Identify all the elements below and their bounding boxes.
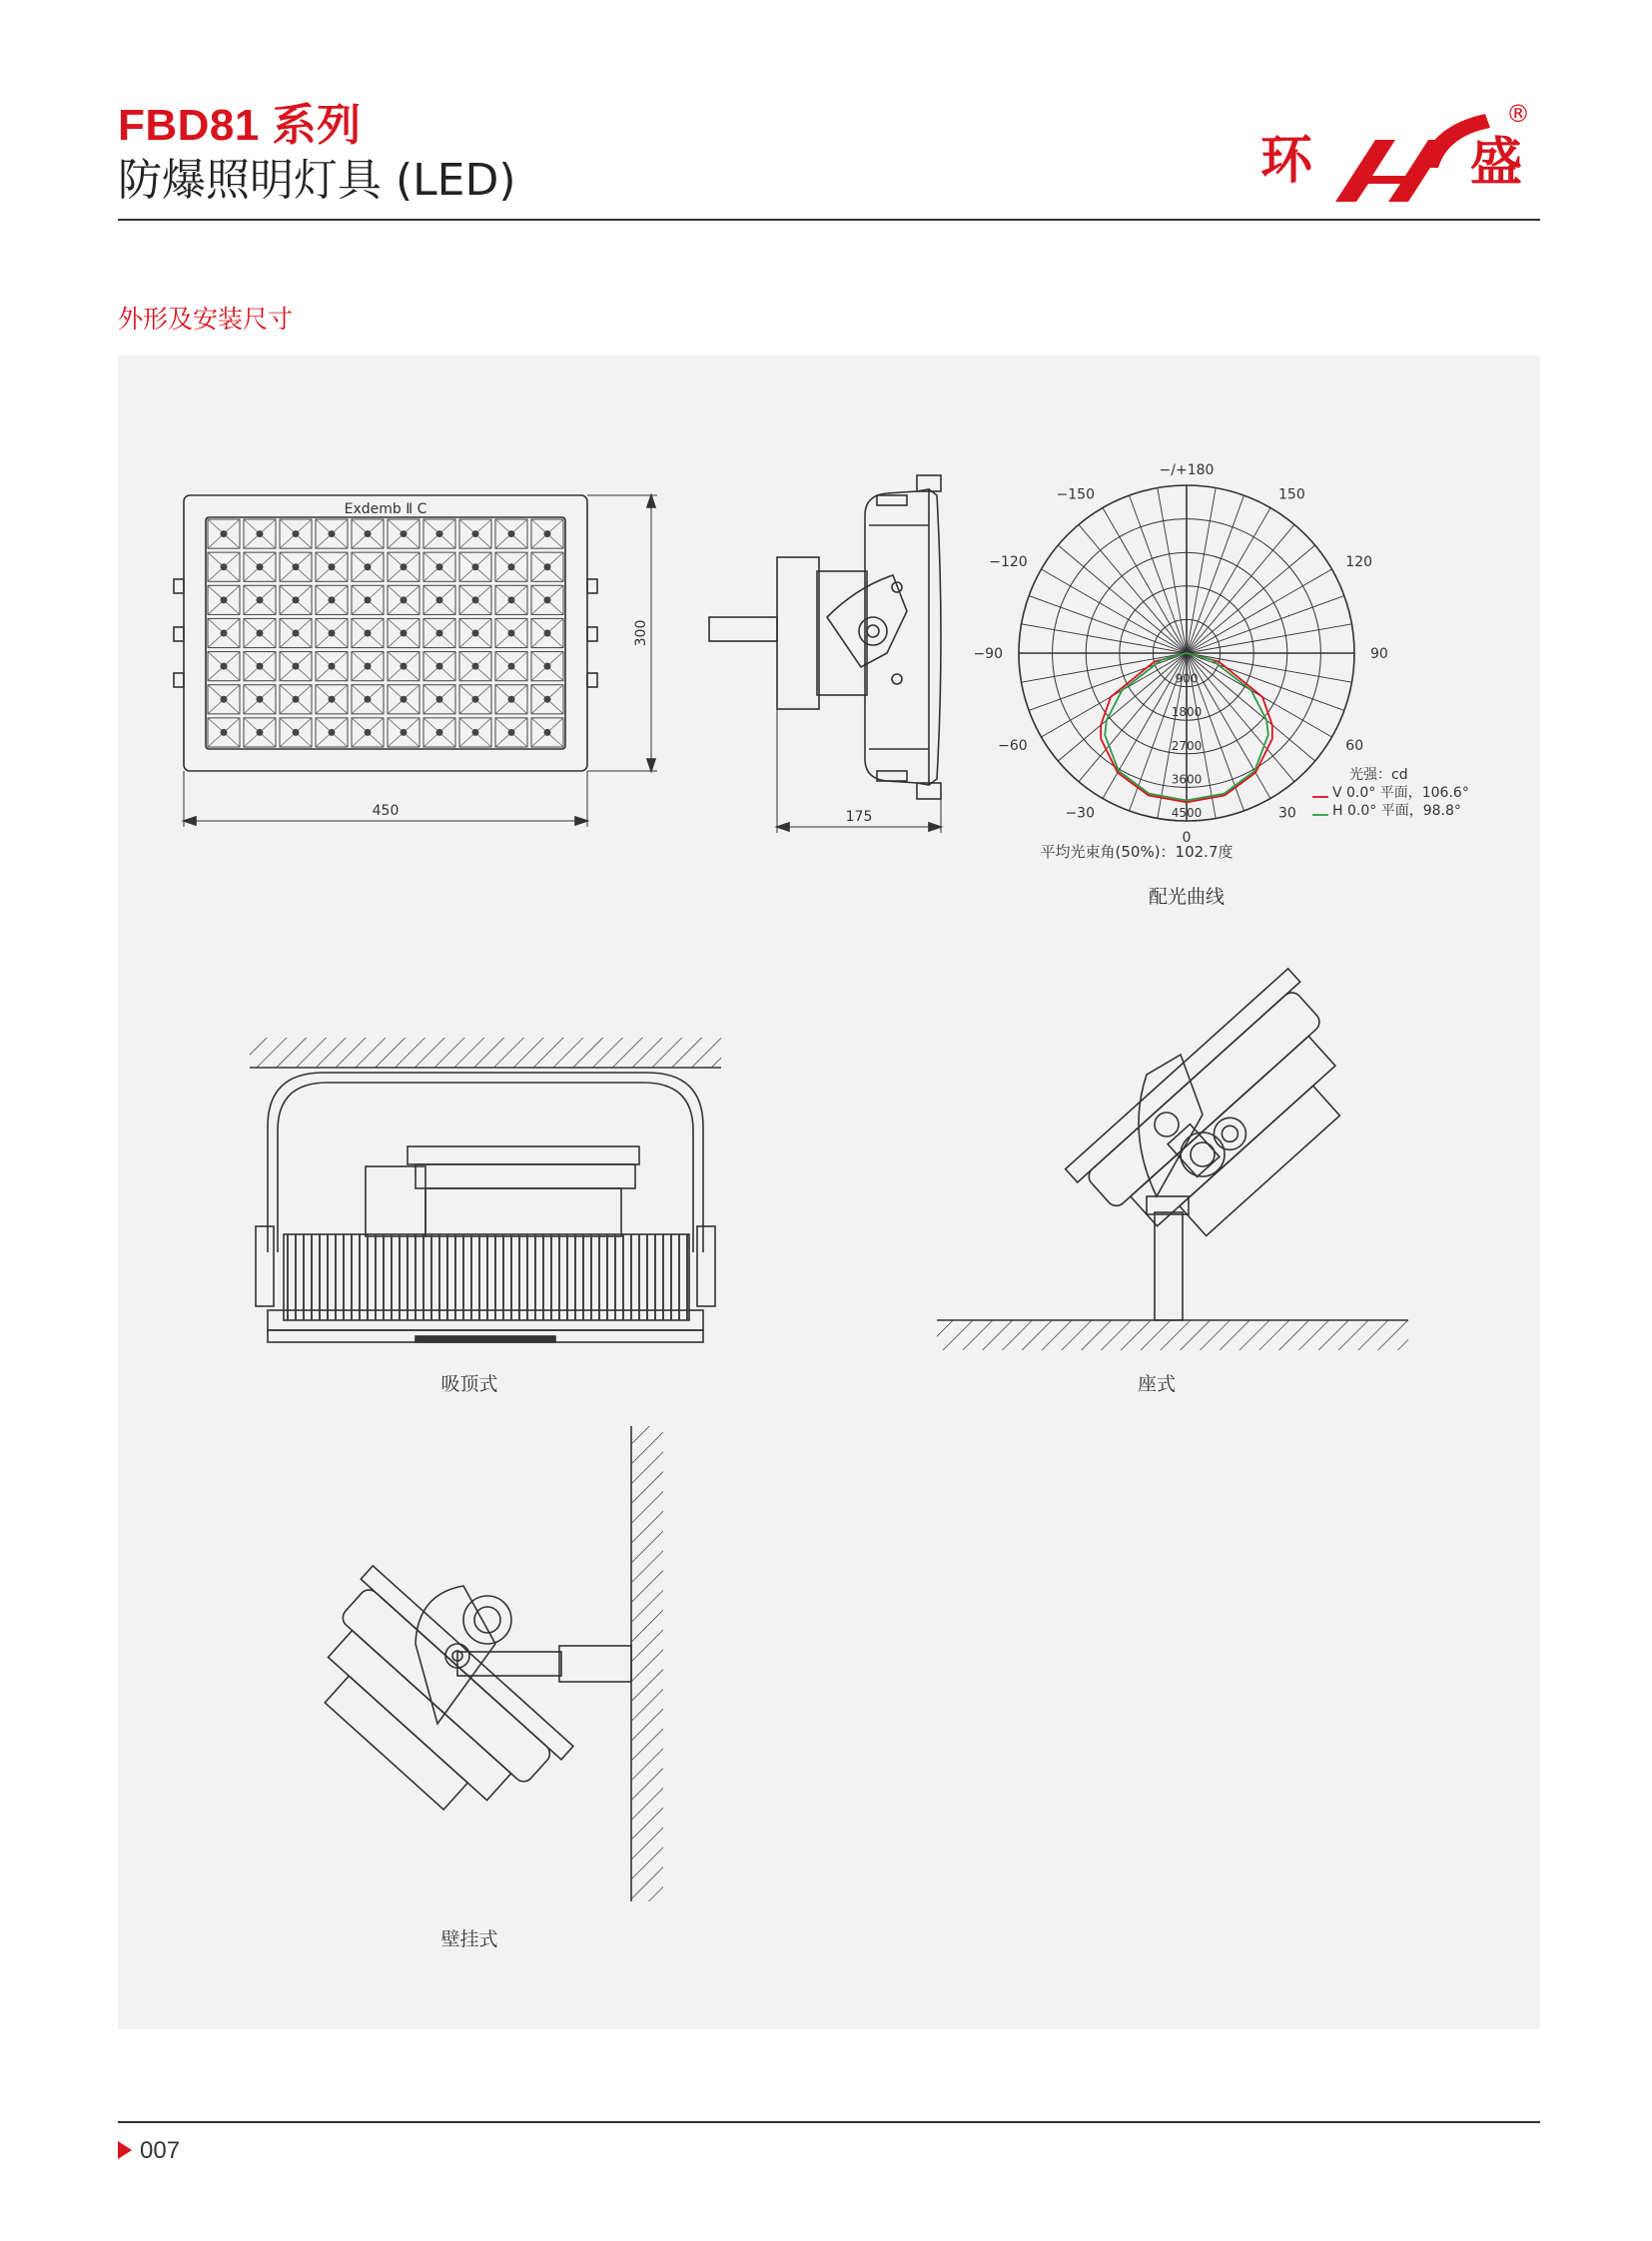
page-number [118, 2137, 180, 2165]
seat-mount-drawing [937, 969, 1408, 1350]
polar-angle-label: −120 [989, 554, 1028, 570]
led-lens [495, 685, 527, 714]
polar-chart [973, 462, 1387, 846]
led-lens [244, 685, 276, 714]
led-lens [388, 685, 419, 714]
led-lens [352, 618, 384, 647]
registered-mark: ® [1506, 100, 1530, 128]
led-lens [316, 519, 348, 548]
led-lens [531, 585, 563, 614]
series-title: FBD81 系列 [118, 101, 362, 150]
beam-angle-note: 平均光束角(50%)：102.7度 [1040, 843, 1234, 861]
led-lens [316, 652, 348, 681]
led-lens [208, 718, 240, 747]
seat-mount-caption: 座式 [1137, 1373, 1177, 1395]
led-lens [244, 585, 276, 614]
led-lens [423, 552, 455, 581]
led-lens [388, 652, 419, 681]
led-lens [352, 552, 384, 581]
wall-mount-drawing [284, 1426, 663, 1901]
led-lens [388, 718, 419, 747]
polar-angle-label: −/+180 [1159, 462, 1215, 478]
brand-char-left: 环 [1260, 131, 1313, 191]
led-lens [459, 618, 491, 647]
polar-angle-label: 120 [1345, 554, 1373, 570]
led-lens [316, 552, 348, 581]
led-lens [352, 652, 384, 681]
polar-angle-label: 90 [1370, 646, 1388, 662]
led-lens [244, 618, 276, 647]
led-lens [208, 519, 240, 548]
width-dimension: 450 [372, 803, 400, 819]
led-lens [459, 718, 491, 747]
led-lens [352, 519, 384, 548]
led-lens [388, 585, 419, 614]
section-title: 外形及安装尺寸 [118, 305, 294, 334]
led-lens [459, 585, 491, 614]
led-lens [423, 685, 455, 714]
led-lens [208, 685, 240, 714]
led-lens [459, 552, 491, 581]
led-lens [531, 519, 563, 548]
polar-angle-label: −60 [998, 738, 1028, 754]
led-lens [459, 685, 491, 714]
led-lens [495, 618, 527, 647]
polar-angle-label: 150 [1278, 486, 1305, 503]
led-lens [244, 652, 276, 681]
led-lens [208, 652, 240, 681]
led-lens [280, 519, 312, 548]
led-lens [280, 585, 312, 614]
led-lens [316, 618, 348, 647]
led-lens [244, 552, 276, 581]
legend-v: V 0.0° 平面，106.6° [1332, 785, 1469, 801]
polar-caption: 配光曲线 [1148, 886, 1226, 908]
led-lens [495, 585, 527, 614]
polar-radial-label: 3600 [1171, 772, 1203, 787]
side-view-drawing [709, 475, 941, 833]
led-lens [423, 618, 455, 647]
polar-angle-label: 60 [1345, 738, 1364, 754]
led-lens [531, 652, 563, 681]
led-lens [459, 519, 491, 548]
product-title: 防爆照明灯具 (LED) [118, 155, 516, 206]
led-lens [388, 618, 419, 647]
brand-emblem-hs [1335, 114, 1490, 202]
led-lens [495, 552, 527, 581]
polar-angle-label: −90 [973, 646, 1003, 662]
led-lens [388, 519, 419, 548]
led-lens [244, 718, 276, 747]
front-view-drawing [174, 495, 657, 827]
led-lens [423, 652, 455, 681]
led-lens [244, 519, 276, 548]
ceiling-mount-caption: 吸顶式 [440, 1373, 498, 1395]
led-lens [531, 718, 563, 747]
polar-radial-label: 4500 [1171, 806, 1203, 820]
led-lens [280, 618, 312, 647]
header-rule [118, 219, 1540, 221]
legend-title: 光强：cd [1349, 767, 1408, 783]
brand-logo [1260, 98, 1540, 218]
polar-angle-label: −30 [1065, 805, 1095, 822]
wall-mount-caption: 壁挂式 [440, 1928, 498, 1950]
footer-rule [118, 2121, 1540, 2123]
led-lens [423, 585, 455, 614]
led-lens [388, 552, 419, 581]
page-marker-icon [118, 2141, 132, 2159]
led-lens [531, 552, 563, 581]
depth-dimension: 175 [845, 809, 873, 825]
led-lens [316, 685, 348, 714]
polar-angle-label: −150 [1056, 486, 1095, 503]
ceiling-mount-drawing [250, 1038, 721, 1342]
led-lens [495, 652, 527, 681]
polar-angle-label: 30 [1278, 805, 1296, 822]
led-lens [280, 552, 312, 581]
led-lens [495, 718, 527, 747]
polar-radial-label: 900 [1175, 671, 1199, 686]
drawing-panel [118, 356, 1540, 2029]
led-lens [316, 585, 348, 614]
led-lens [280, 685, 312, 714]
led-lens [531, 685, 563, 714]
led-lens [208, 618, 240, 647]
brand-char-right: 盛 [1470, 133, 1523, 193]
led-lens [352, 585, 384, 614]
led-lens [423, 519, 455, 548]
page-number-text: 007 [140, 2137, 181, 2164]
led-lens [208, 585, 240, 614]
ex-marking: Exdemb Ⅱ C [344, 501, 427, 517]
led-lens [280, 652, 312, 681]
led-lens [531, 618, 563, 647]
legend-h: H 0.0° 平面，98.8° [1332, 803, 1461, 819]
polar-radial-label: 1800 [1171, 705, 1203, 720]
led-lens [352, 685, 384, 714]
led-lens [423, 718, 455, 747]
height-dimension: 300 [633, 619, 649, 647]
led-lens [459, 652, 491, 681]
led-lens [280, 718, 312, 747]
polar-angle-label: 0 [1182, 830, 1192, 846]
led-lens [495, 519, 527, 548]
polar-radial-label: 2700 [1171, 738, 1203, 753]
led-lens-array [208, 519, 563, 747]
led-lens [208, 552, 240, 581]
led-lens [352, 718, 384, 747]
led-lens [316, 718, 348, 747]
drawings-canvas [118, 356, 1540, 2029]
